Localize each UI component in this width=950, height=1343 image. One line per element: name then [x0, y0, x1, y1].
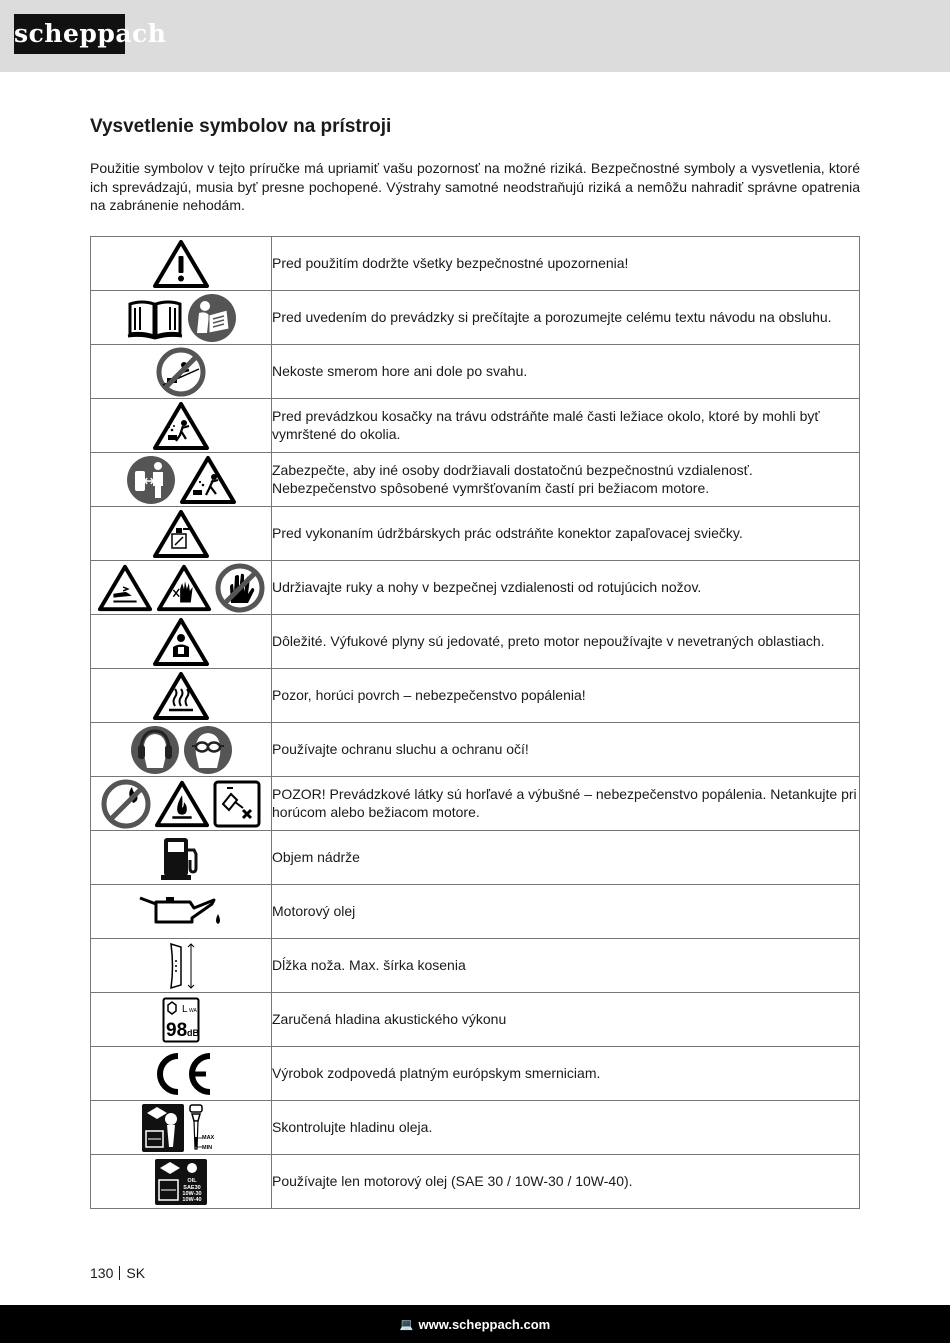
foot-blade-warning-icon — [97, 563, 153, 613]
table-row — [91, 777, 860, 831]
monitor-icon: 💻 — [399, 1318, 414, 1331]
oil-can-icon — [138, 892, 224, 932]
row-text: Zaručená hladina akustického výkonu — [272, 993, 860, 1047]
no-slope-mowing-icon — [156, 347, 206, 397]
read-manual-icon — [187, 293, 237, 343]
sound-power-level-icon — [162, 997, 200, 1043]
flammable-warning-icon — [154, 779, 210, 829]
language-code: SK — [126, 1265, 146, 1281]
table-row — [91, 1155, 860, 1209]
row-text: Motorový olej — [272, 885, 860, 939]
check-oil-icon — [141, 1103, 185, 1153]
table-row — [91, 507, 860, 561]
table-row — [91, 561, 860, 615]
ce-mark-icon — [148, 1051, 214, 1097]
table-row — [91, 939, 860, 993]
row-text: Používajte ochranu sluchu a ochranu očí! — [272, 723, 860, 777]
row-text: Udržiavajte ruky a nohy v bezpečnej vzdialenosti od rotujúcich nožov. — [272, 561, 860, 615]
no-refuel-hot-engine-icon — [213, 780, 261, 828]
table-row — [91, 885, 860, 939]
row-text: Pred vykonaním údržbárskych prác odstráňte konektor zapaľovacej sviečky. — [272, 507, 860, 561]
footer-bar — [0, 1305, 950, 1343]
table-row — [91, 345, 860, 399]
row-text: Dĺžka noža. Max. šírka kosenia — [272, 939, 860, 993]
row-text: Objem nádrže — [272, 831, 860, 885]
hot-surface-warning-icon — [152, 671, 210, 721]
blade-length-icon — [161, 941, 201, 991]
row-text: Nekoste smerom hore ani dole po svahu. — [272, 345, 860, 399]
spark-plug-warning-icon — [152, 509, 210, 559]
row-text: Pred použitím dodržte všetky bezpečnostné upozornenia! — [272, 237, 860, 291]
keep-distance-icon — [126, 455, 176, 505]
row-text: Pred uvedením do prevádzky si prečítajte a porozumejte celému textu návodu na obsluhu. — [272, 291, 860, 345]
hand-blade-warning-icon — [156, 563, 212, 613]
page-title: Vysvetlenie symbolov na prístroji — [90, 116, 392, 137]
row-text: Dôležité. Výfukové plyny sú jedovaté, preto motor nepoužívajte v nevetraných oblastiach. — [272, 615, 860, 669]
row-text: POZOR! Prevádzkové látky sú horľavé a výbušné – nebezpečenstvo popálenia. Netankujte pri horúcom alebo bežiacom motore. — [272, 777, 860, 831]
table-row — [91, 615, 860, 669]
oil-grade-2: 10W-30 — [182, 1190, 202, 1197]
oil-label: OIL — [187, 1177, 197, 1184]
table-row — [91, 291, 860, 345]
no-hands-icon — [215, 563, 265, 613]
table-row — [91, 669, 860, 723]
table-row — [91, 1047, 860, 1101]
ear-protection-icon — [130, 725, 180, 775]
table-row — [91, 453, 860, 507]
sound-label-value: 98 — [166, 1019, 188, 1041]
oil-grade-icon — [154, 1158, 208, 1206]
oil-grade-3: 10W-40 — [182, 1196, 202, 1203]
page-number-value: 130 — [90, 1265, 114, 1281]
row-text: Skontrolujte hladinu oleja. — [272, 1101, 860, 1155]
sound-label-wa: WA — [189, 1007, 197, 1014]
table-row — [91, 831, 860, 885]
no-open-flame-icon — [101, 779, 151, 829]
warning-exclamation-icon — [152, 239, 210, 289]
page-number-separator — [119, 1266, 120, 1280]
eye-protection-icon — [183, 725, 233, 775]
table-row — [91, 1101, 860, 1155]
header-bar — [0, 0, 950, 72]
thrown-objects-warning-icon — [152, 401, 210, 451]
website-link[interactable]: www.scheppach.com — [418, 1316, 551, 1332]
row-text: Používajte len motorový olej (SAE 30 / 10W-30 / 10W-40). — [272, 1155, 860, 1209]
sound-label-l: L — [182, 1003, 188, 1015]
open-manual-icon — [126, 296, 184, 340]
row-text: Pred prevádzkou kosačky na trávu odstráňte malé časti ležiace okolo, ktoré by mohli byť vymrštené do okolia. — [272, 399, 860, 453]
bystander-warning-icon — [179, 455, 237, 505]
table-row — [91, 993, 860, 1047]
table-row — [91, 237, 860, 291]
dipstick-icon — [188, 1103, 222, 1153]
oil-grade-1: SAE30 — [183, 1184, 201, 1191]
intro-paragraph: Použitie symbolov v tejto príručke má upriamiť vašu pozornosť na možné riziká. Bezpečnostné symboly a vysvetlenia, ktoré ich sprevádzajú, musia byť presne pochopené. Výstrahy samotné neodstraňujú riziká a nemôžu nahradiť správne opatrenia na zabránenie nehodám. — [90, 160, 860, 213]
page-number — [90, 1265, 145, 1281]
sound-label-unit: dB — [187, 1027, 199, 1038]
symbols-table — [90, 236, 860, 1209]
dipstick-max-label: MAX — [201, 1134, 214, 1141]
fuel-pump-icon — [158, 834, 204, 882]
row-text: Pozor, horúci povrch – nebezpečenstvo popálenia! — [272, 669, 860, 723]
row-text: Zabezpečte, aby iné osoby dodržiavali dostatočnú bezpečnostnú vzdialenosť. Nebezpečenstvo spôsobené vymršťovaním častí pri bežiacom motore. — [272, 453, 860, 507]
scheppach-logo: scheppach — [14, 14, 125, 54]
table-row — [91, 399, 860, 453]
row-text: Výrobok zodpovedá platným európskym smerniciam. — [272, 1047, 860, 1101]
dipstick-min-label: MIN — [201, 1144, 212, 1151]
toxic-fumes-warning-icon — [152, 617, 210, 667]
table-row — [91, 723, 860, 777]
